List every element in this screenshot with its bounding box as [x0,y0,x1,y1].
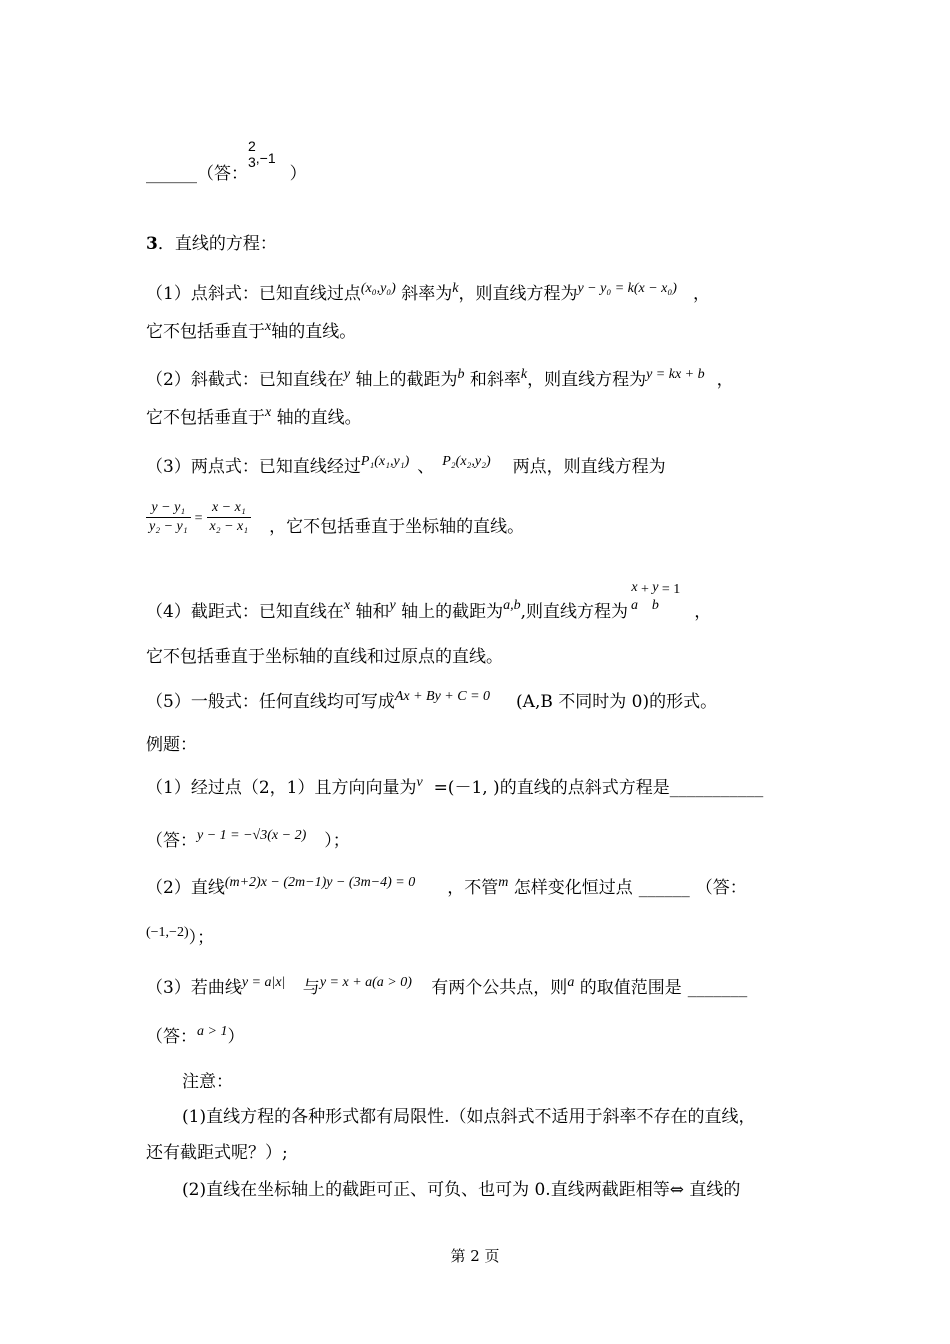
fraction-numerator: y − y₁ [146,499,191,518]
fraction-x-over-a [628,579,641,615]
text: 斜率为 [395,284,453,304]
fraction-numerator: x − x₁ [207,499,252,518]
text: ，不管 [447,878,499,898]
text: 它不包括垂直于 [146,322,265,342]
point-slope-line2 [146,320,356,346]
iff-symbol: ⇔ [669,1180,684,1200]
math-point: (x₀,y₀) [360,281,396,296]
text: 例题： [146,735,197,755]
text: 和斜率 [464,370,521,390]
text: （1）点斜式：已知直线过点 [146,284,361,304]
math-answer: (−1,−2) [146,925,189,940]
point-slope-line1 [146,282,710,308]
math-curve: y = a|x| [241,975,286,990]
text: ， [694,602,712,622]
math-line: y = x + a(a > 0) [319,975,412,990]
math-vector: v⃗ [416,775,434,790]
text: ）； [188,928,215,948]
text: 它不包括垂直于 [146,408,265,428]
fraction-denominator: b [651,597,659,613]
answer-prefix: （答： [197,164,248,184]
math-p1: P₁(x₁,y₁) [360,454,410,469]
math-equation: y − y₀ = k(x − x₀) [577,281,677,296]
math-y: y [343,367,351,382]
math-k: k [520,367,528,382]
text: （2）斜截式：已知直线在 [146,370,344,390]
fraction-y [146,499,191,536]
math-answer: a > 1 [197,1024,228,1039]
text: 直线的 [683,1180,741,1200]
text: （1）经过点（2，1）且方向向量为 [146,778,417,798]
answer-fraction [248,138,256,170]
text: 它不包括垂直于坐标轴的直线和过原点的直线。 [146,647,503,667]
answer-blank: ______ [146,164,197,184]
text: 轴上的截距为 [395,602,504,622]
math-m: m [498,875,509,890]
general-form-line [146,690,717,716]
text: 轴和 [350,602,390,622]
text: 、 [417,457,435,477]
text: （5）一般式：任何直线均可写成 [146,692,395,712]
text: ，则直线方程为 [458,284,578,304]
answer-blank: _______ [687,978,748,998]
text: （答： [695,878,747,898]
fraction-y-over-b [649,579,662,615]
text: ，它不包括垂直于坐标轴的直线。 [269,517,525,537]
math-p2: P₂(x₂,y₂) [442,454,491,469]
text: 怎样变化恒过点 [508,878,633,898]
math-x: x [343,598,351,613]
text: ， [692,284,710,304]
intercept-line2 [146,645,503,669]
section-heading [146,232,277,256]
math-equation: y = kx + b [646,367,705,382]
answer-line-top [146,138,307,186]
math-x: x [265,319,272,334]
fraction-denominator: 3 [248,154,256,170]
example-2-answer [146,926,214,952]
text: （3）两点式：已知直线经过 [146,457,361,477]
note-1-line1 [182,1105,755,1129]
notes-heading [182,1070,233,1094]
answer-suffix: ） [289,164,307,184]
text: (1)直线方程的各种形式都有局限性.（如点斜式不适用于斜率不存在的直线， [182,1107,756,1127]
math-x: x [265,405,272,420]
text: 的取值范围是 [574,978,682,998]
text: 轴的直线。 [271,322,357,342]
math-answer: y − 1 = −√3(x − 2) [197,828,307,843]
text: 有两个公共点，则 [425,978,568,998]
fraction-numerator: 2 [248,138,256,154]
text: 轴上的截距为 [350,370,458,390]
text: ， [716,370,734,390]
text: 轴的直线。 [271,408,362,428]
equals-sign: = [194,511,203,526]
two-point-line1 [146,455,666,481]
text: 注意： [182,1072,233,1092]
math-equation: (m+2)x − (2m−1)y − (3m−4) = 0 [224,875,416,890]
text: （3）若曲线 [146,978,242,998]
equals-one: = 1 [661,582,681,597]
math-b: b [457,367,465,382]
text: （答： [146,831,197,851]
slope-intercept-line1 [146,368,734,394]
intercept-line1 [146,576,712,622]
page-footer [0,1245,950,1266]
answer-value: ,−1 [255,150,276,166]
text: （答： [146,1027,197,1047]
slope-intercept-line2 [146,406,362,432]
math-ab: a,b [503,598,521,613]
text: ）； [324,831,350,851]
answer-blank: ______ [638,878,690,898]
text: 两点，则直线方程为 [512,457,666,477]
fraction-x [207,499,252,536]
fraction-denominator: a [630,597,638,613]
section-title: ．直线的方程： [157,234,277,254]
text: ,则直线方程为 [520,602,628,622]
text: ，则直线方程为 [527,370,647,390]
text: （2）直线 [146,878,225,898]
example-2-line1 [146,876,747,902]
example-3-line1 [146,976,747,1002]
example-3-answer [146,1025,244,1051]
text: 还有截距式呢？）; [146,1143,288,1163]
note-1-line2 [146,1141,288,1165]
text: 与 [297,978,320,998]
text: (2)直线在坐标轴上的截距可正、可负、也可为 0.直线两截距相等 [182,1180,670,1200]
text: =(－1, )的直线的点斜式方程是 [433,778,670,798]
section-number: 3 [146,234,158,254]
fraction-denominator: y₂ − y₁ [149,519,188,534]
page-number: 第 2 页 [450,1247,500,1265]
answer-blank: ___________ [669,778,764,798]
example-1-answer [146,829,350,855]
math-equation: Ax + By + C = 0 [394,689,491,704]
two-point-line2 [146,497,524,539]
note-2-line1 [182,1178,740,1202]
math-k: k [452,281,459,296]
fraction-denominator: x₂ − x₁ [209,519,249,534]
math-a: a [567,975,575,990]
fraction-numerator: x [631,579,638,595]
example-1-line1 [146,776,763,802]
text: (A,B 不同时为 0)的形式。 [516,692,718,712]
plus-sign: + [640,582,649,597]
text: ） [227,1027,245,1047]
text: （4）截距式：已知直线在 [146,602,344,622]
fraction-numerator: y [652,579,659,595]
math-y: y [389,598,396,613]
examples-heading [146,733,197,757]
